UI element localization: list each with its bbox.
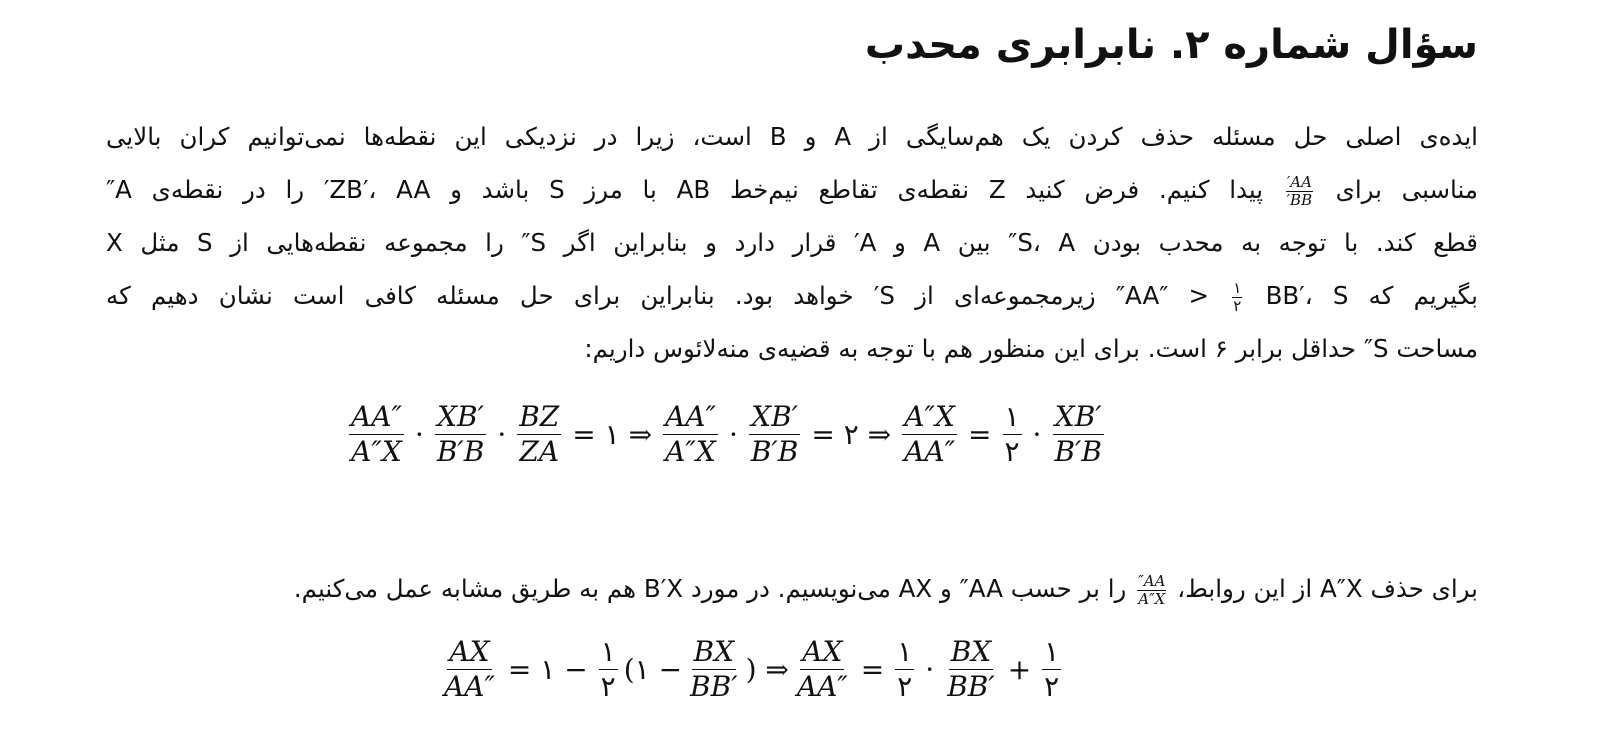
fraction	[945, 635, 997, 704]
paragraph-2-line-1	[106, 562, 1478, 615]
fraction-denominator: A″X	[1138, 589, 1166, 608]
text-segment: پیدا کنیم. فرض کنید Z نقطه‌ی تقاطع نیم‌خط AB با مرز S باشد و ZB′، AA′ را در نقطه‌ی A″	[106, 175, 1264, 204]
fraction-denominator: ZA	[519, 435, 560, 468]
fraction-numerator: AA″	[1138, 571, 1166, 590]
fraction-denominator: A″X	[665, 435, 716, 468]
fraction	[599, 635, 618, 704]
text-segment: برای حذف A″X از این روابط،	[1177, 574, 1478, 603]
fraction-numerator: ۱	[600, 635, 616, 668]
operator: = ۲ ⇒	[811, 418, 892, 451]
fraction	[435, 400, 487, 469]
paragraph-1-line-2	[106, 163, 1478, 216]
fraction-numerator: AX	[449, 635, 490, 668]
fraction	[902, 400, 957, 469]
operator: ) ⇒	[745, 653, 789, 686]
fraction	[1003, 400, 1022, 469]
text-segment: مناسبی برای	[1335, 175, 1479, 204]
fraction-numerator: XB′	[751, 400, 799, 433]
fraction-numerator: ۱	[897, 635, 913, 668]
fraction-denominator: ۲	[897, 670, 913, 703]
operator: ·	[925, 653, 935, 686]
fraction-denominator: A″X	[351, 435, 402, 468]
fraction	[442, 635, 497, 704]
fraction	[517, 400, 561, 469]
text-segment: BB′، S″ زیرمجموعه‌ای از S′ خواهد بود. بنابراین برای حل مسئله کافی است نشان دهیم که	[106, 281, 1349, 310]
fraction-denominator: AA″	[904, 435, 956, 468]
paragraph-1-line-1: ایده‌ی اصلی حل مسئله حذف کردن یک هم‌سایگی از A و B است، زیرا در نزدیکی این نقطه‌ها نمی‌توانیم کران بالایی	[106, 122, 1478, 151]
operator: =	[860, 653, 885, 686]
operator: = ۱ −	[507, 653, 588, 686]
fraction-denominator: AA″	[444, 670, 495, 703]
fraction-denominator: ۲	[1044, 670, 1060, 703]
fraction-numerator: ۱	[1233, 278, 1242, 297]
operator: = ۱ ⇒	[572, 418, 653, 451]
fraction-numerator: A″X	[904, 400, 955, 433]
section-heading: سؤال شماره ۲. نابرابری محدب	[864, 22, 1478, 68]
fraction-denominator: ۲	[600, 670, 616, 703]
fraction	[749, 400, 801, 469]
fraction-numerator: AA″	[351, 400, 402, 433]
operator: ·	[728, 418, 738, 451]
fraction-denominator: B′B	[1054, 435, 1102, 468]
fraction	[1042, 635, 1061, 704]
fraction-denominator: B′B	[436, 435, 485, 468]
inline-fraction	[1232, 280, 1242, 315]
fraction-denominator: BB′	[690, 670, 738, 703]
inline-fraction	[1286, 174, 1313, 209]
fraction-numerator: BX	[950, 635, 992, 668]
fraction-numerator: XB′	[437, 400, 484, 433]
fraction	[795, 635, 850, 704]
menelaus-equation	[345, 400, 1108, 469]
fraction-numerator: ۱	[1044, 635, 1060, 668]
fraction-numerator: BX	[693, 635, 735, 668]
fraction-denominator: ۲	[1004, 435, 1020, 468]
paragraph-1-line-5: مساحت S″ حداقل برابر ۶ است. برای این منظور هم با توجه به قضیه‌ی منه‌لائوس داریم:	[584, 334, 1478, 363]
ratio-equation	[438, 635, 1065, 704]
fraction	[663, 400, 718, 469]
paragraph-1-line-4	[106, 269, 1478, 322]
operator: =	[968, 418, 992, 451]
fraction-numerator: ۱	[1004, 400, 1020, 433]
fraction	[688, 635, 740, 704]
fraction-denominator: AA″	[796, 670, 848, 703]
fraction	[895, 635, 914, 704]
paragraph-1-line-3: قطع کند. با توجه به محدب بودن S، A″ بین A و A′ قرار دارد و بنابراین اگر S″ را مجموعه نقطه‌هایی از S مثل X	[106, 228, 1478, 257]
fraction-numerator: AA″	[665, 400, 716, 433]
paragraph-1	[106, 110, 1478, 375]
inline-fraction	[1137, 573, 1166, 608]
operator: (۱ −	[623, 653, 683, 686]
operator: ·	[1032, 418, 1042, 451]
fraction-denominator: B′B	[750, 435, 799, 468]
fraction-numerator: AX	[802, 635, 843, 668]
fraction	[349, 400, 404, 469]
fraction-numerator: AA′	[1286, 172, 1312, 191]
text-segment: بگیریم که AA″ >	[1125, 281, 1478, 310]
operator: ·	[414, 418, 424, 451]
text-segment: را بر حسب AA″ و AX می‌نویسیم. در مورد B′X هم به طریق مشابه عمل می‌کنیم.	[293, 574, 1127, 603]
operator: +	[1007, 653, 1032, 686]
fraction-denominator: ۲	[1233, 296, 1242, 315]
fraction-denominator: BB′	[1286, 190, 1313, 209]
operator: ·	[497, 418, 507, 451]
paragraph-2	[106, 562, 1478, 615]
fraction	[1052, 400, 1104, 469]
fraction-denominator: BB′	[947, 670, 995, 703]
fraction-numerator: BZ	[519, 400, 560, 433]
fraction-numerator: XB′	[1054, 400, 1102, 433]
